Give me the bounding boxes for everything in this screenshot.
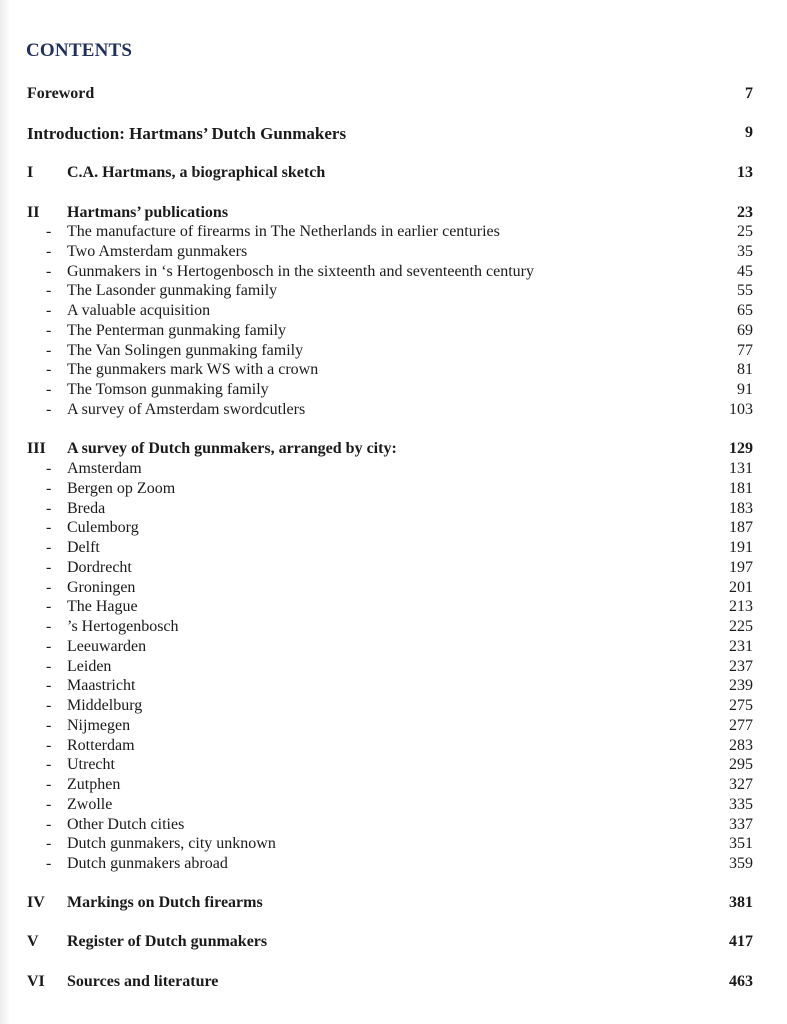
subentry-title: Dutch gunmakers, city unknown [67, 835, 276, 853]
subentry-page: 69 [737, 321, 753, 339]
subentry-title: The gunmakers mark WS with a crown [67, 361, 319, 379]
subentry-page: 351 [729, 835, 753, 853]
bullet-dash: - [46, 598, 52, 616]
bullet-dash: - [46, 361, 52, 379]
chapter-number: I [27, 164, 34, 181]
toc-subentry[interactable] [0, 500, 787, 520]
subentry-title: Amsterdam [67, 460, 142, 477]
subentry-page: 35 [737, 242, 753, 260]
subentry-page: 231 [729, 637, 753, 655]
subentry-page: 197 [729, 558, 753, 576]
subentry-page: 275 [729, 697, 753, 714]
subentry-title: The Hague [67, 598, 138, 616]
toc-subentry[interactable] [0, 223, 787, 243]
entry-title: Introduction: Hartmans’ Dutch Gunmakers [27, 124, 347, 143]
chapter-page: 23 [737, 204, 753, 221]
subentry-title: Utrecht [67, 756, 115, 774]
subentry-title: Leeuwarden [67, 637, 147, 655]
subentry-page: 337 [729, 815, 753, 833]
bullet-dash: - [46, 756, 52, 774]
bullet-dash: - [46, 400, 52, 418]
subentry-title: Culemborg [67, 519, 139, 537]
bullet-dash: - [46, 460, 52, 477]
page-title: CONTENTS [26, 40, 133, 61]
bullet-dash: - [46, 697, 52, 714]
bullet-dash: - [46, 321, 52, 339]
subentry-page: 65 [737, 302, 753, 319]
toc-subentry[interactable] [0, 618, 787, 638]
bullet-dash: - [46, 855, 52, 872]
subentry-page: 187 [729, 519, 753, 537]
subentry-page: 45 [737, 262, 753, 280]
subentry-title: Groningen [67, 578, 136, 596]
subentry-page: 55 [737, 282, 753, 300]
chapter-page: 129 [729, 440, 753, 457]
bullet-dash: - [46, 618, 52, 635]
bullet-dash: - [46, 302, 52, 319]
chapter-page: 463 [729, 973, 753, 990]
subentry-title: Middelburg [67, 697, 143, 714]
chapter-number: V [27, 933, 39, 950]
subentry-page: 327 [729, 776, 753, 793]
chapter-title: Markings on Dutch firearms [67, 894, 263, 911]
bullet-dash: - [46, 637, 52, 655]
toc-subentry[interactable] [0, 717, 787, 737]
bullet-dash: - [46, 282, 52, 300]
chapter-title: A survey of Dutch gunmakers, arranged by city: [67, 440, 397, 457]
subentry-page: 239 [729, 677, 753, 695]
entry-title: Foreword [27, 85, 95, 102]
toc-subentry[interactable] [0, 243, 787, 263]
chapter-number: II [27, 204, 40, 221]
toc-subentry[interactable] [0, 816, 787, 836]
entry-page: 7 [745, 85, 753, 102]
subentry-title: The Tomson gunmaking family [67, 381, 269, 398]
toc-chapter-ch1[interactable] [0, 164, 787, 184]
subentry-title: The Penterman gunmaking family [67, 321, 287, 339]
subentry-title: Leiden [67, 657, 112, 675]
subentry-page: 359 [729, 855, 753, 872]
toc-chapter-ch2[interactable] [0, 204, 787, 224]
bullet-dash: - [46, 815, 52, 833]
entry-page: 9 [745, 124, 753, 141]
bullet-dash: - [46, 835, 52, 853]
bullet-dash: - [46, 716, 52, 734]
toc-subentry[interactable] [0, 737, 787, 757]
chapter-number: IV [27, 894, 45, 911]
toc-subentry[interactable] [0, 322, 787, 342]
toc-subentry[interactable] [0, 480, 787, 500]
subentry-page: 103 [729, 400, 753, 418]
toc-subentry[interactable] [0, 342, 787, 362]
toc-subentry[interactable] [0, 381, 787, 401]
bullet-dash: - [46, 539, 52, 556]
subentry-page: 201 [729, 578, 753, 596]
bullet-dash: - [46, 578, 52, 596]
chapter-page: 417 [729, 933, 753, 950]
toc-subentry[interactable] [0, 401, 787, 421]
toc-subentry[interactable] [0, 796, 787, 816]
toc-subentry[interactable] [0, 579, 787, 599]
subentry-title: The manufacture of firearms in The Netherlands in earlier centuries [67, 223, 500, 240]
toc-subentry[interactable] [0, 677, 787, 697]
toc-subentry[interactable] [0, 539, 787, 559]
subentry-title: Maastricht [67, 677, 136, 695]
subentry-title: Nijmegen [67, 716, 131, 734]
subentry-title: Other Dutch cities [67, 815, 185, 833]
subentry-page: 183 [729, 499, 753, 517]
bullet-dash: - [46, 223, 52, 240]
subentry-title: The Van Solingen gunmaking family [67, 341, 304, 359]
toc-subentry[interactable] [0, 658, 787, 678]
toc-subentry[interactable] [0, 302, 787, 322]
toc-subentry[interactable] [0, 697, 787, 717]
chapter-page: 13 [737, 164, 753, 181]
subentry-title: Dordrecht [67, 558, 132, 576]
bullet-dash: - [46, 479, 52, 497]
subentry-title: The Lasonder gunmaking family [67, 282, 278, 300]
toc-entry-front[interactable] [0, 124, 787, 144]
bullet-dash: - [46, 776, 52, 793]
bullet-dash: - [46, 381, 52, 398]
bullet-dash: - [46, 657, 52, 675]
toc-subentry[interactable] [0, 263, 787, 283]
subentry-title: Breda [67, 499, 106, 517]
chapter-title: Hartmans’ publications [67, 204, 229, 221]
toc-chapter-ch6[interactable] [0, 973, 787, 993]
subentry-page: 283 [729, 736, 753, 754]
subentry-title: Gunmakers in ‘s Hertogenbosch in the sixteenth and seventeenth century [67, 262, 534, 280]
toc-subentry[interactable] [0, 756, 787, 776]
bullet-dash: - [46, 736, 52, 754]
bullet-dash: - [46, 341, 52, 359]
toc-entry-front[interactable] [0, 85, 787, 105]
toc-subentry[interactable] [0, 835, 787, 855]
subentry-title: Two Amsterdam gunmakers [67, 242, 248, 260]
subentry-page: 181 [729, 479, 753, 497]
subentry-page: 191 [729, 539, 753, 556]
subentry-page: 81 [737, 361, 753, 379]
subentry-title: A survey of Amsterdam swordcutlers [67, 400, 306, 418]
subentry-page: 25 [737, 223, 753, 240]
bullet-dash: - [46, 519, 52, 537]
toc-subentry[interactable] [0, 776, 787, 796]
chapter-title: Sources and literature [67, 973, 219, 990]
chapter-number: VI [27, 973, 45, 990]
subentry-title: Zutphen [67, 776, 121, 793]
subentry-page: 213 [729, 598, 753, 616]
subentry-title: Bergen op Zoom [67, 479, 176, 497]
subentry-page: 131 [729, 460, 753, 477]
subentry-page: 225 [729, 618, 753, 635]
bullet-dash: - [46, 558, 52, 576]
toc-chapter-ch5[interactable] [0, 933, 787, 953]
bullet-dash: - [46, 262, 52, 280]
subentry-page: 237 [729, 657, 753, 675]
toc-subentry[interactable] [0, 855, 787, 875]
subentry-page: 277 [729, 716, 753, 734]
bullet-dash: - [46, 499, 52, 517]
toc-subentry[interactable] [0, 282, 787, 302]
subentry-title: ’s Hertogenbosch [67, 618, 179, 635]
toc-subentry[interactable] [0, 519, 787, 539]
chapter-page: 381 [729, 894, 753, 911]
subentry-page: 335 [729, 795, 753, 813]
subentry-page: 91 [737, 381, 753, 398]
bullet-dash: - [46, 677, 52, 695]
subentry-title: A valuable acquisition [67, 302, 211, 319]
bullet-dash: - [46, 242, 52, 260]
toc-chapter-ch4[interactable] [0, 894, 787, 914]
toc-chapter-ch3[interactable] [0, 440, 787, 460]
subentry-page: 77 [737, 341, 753, 359]
subentry-title: Delft [67, 539, 100, 556]
subentry-title: Zwolle [67, 795, 113, 813]
chapter-title: Register of Dutch gunmakers [67, 933, 268, 950]
chapter-title: C.A. Hartmans, a biographical sketch [67, 164, 326, 181]
toc-subentry[interactable] [0, 559, 787, 579]
bullet-dash: - [46, 795, 52, 813]
subentry-page: 295 [729, 756, 753, 774]
subentry-title: Rotterdam [67, 736, 135, 754]
chapter-number: III [27, 440, 46, 457]
toc-subentry[interactable] [0, 598, 787, 618]
subentry-title: Dutch gunmakers abroad [67, 855, 228, 872]
toc-subentry[interactable] [0, 361, 787, 381]
toc-subentry[interactable] [0, 638, 787, 658]
toc-subentry[interactable] [0, 460, 787, 480]
